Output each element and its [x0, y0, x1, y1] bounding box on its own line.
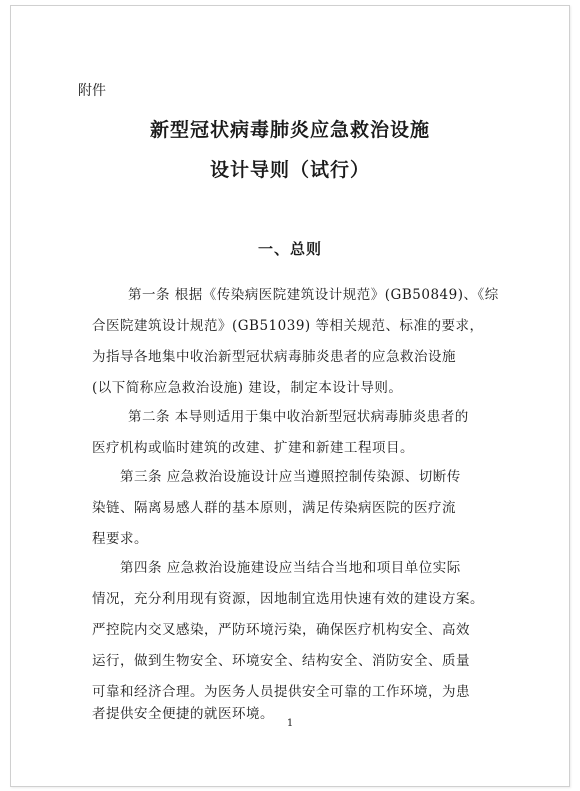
body-line: 程要求。: [92, 531, 148, 547]
body-line: 运行，做到生物安全、环境安全、结构安全、消防安全、质量: [92, 653, 470, 669]
document-title-line2: 设计导则（试行）: [209, 159, 370, 181]
body-line: (以下简称应急救治设施) 建设，制定本设计导则。: [92, 380, 403, 396]
section-heading: 一、总则: [257, 240, 322, 258]
body-line: 医疗机构或临时建筑的改建、扩建和新建工程项目。: [92, 440, 414, 456]
body-line: 情况，充分利用现有资源，因地制宜选用快速有效的建设方案。: [92, 591, 484, 607]
body-line: 第一条 根据《传染病医院建筑设计规范》(GB50849)、《综: [128, 287, 499, 303]
body-line: 第二条 本导则适用于集中收治新型冠状病毒肺炎患者的: [128, 409, 469, 425]
document-title-line1: 新型冠状病毒肺炎应急救治设施: [149, 119, 430, 141]
body-line: 严控院内交叉感染，严防环境污染，确保医疗机构安全、高效: [92, 622, 470, 638]
body-line: 可靠和经济合理。为医务人员提供安全可靠的工作环境，为患: [92, 684, 470, 700]
body-line: 第四条 应急救治设施建设应当结合当地和项目单位实际: [120, 560, 461, 576]
body-line: 染链、隔离易感人群的基本原则，满足传染病医院的医疗流: [92, 500, 456, 516]
body-line: 者提供安全便捷的就医环境。: [92, 706, 274, 722]
page-number: 1: [286, 718, 294, 729]
body-line: 为指导各地集中收治新型冠状病毒肺炎患者的应急救治设施: [92, 349, 456, 365]
attachment-label: 附件: [78, 83, 106, 99]
body-line: 合医院建筑设计规范》(GB51039) 等相关规范、标准的要求，: [92, 318, 484, 334]
body-line: 第三条 应急救治设施设计应当遵照控制传染源、切断传: [120, 469, 461, 485]
